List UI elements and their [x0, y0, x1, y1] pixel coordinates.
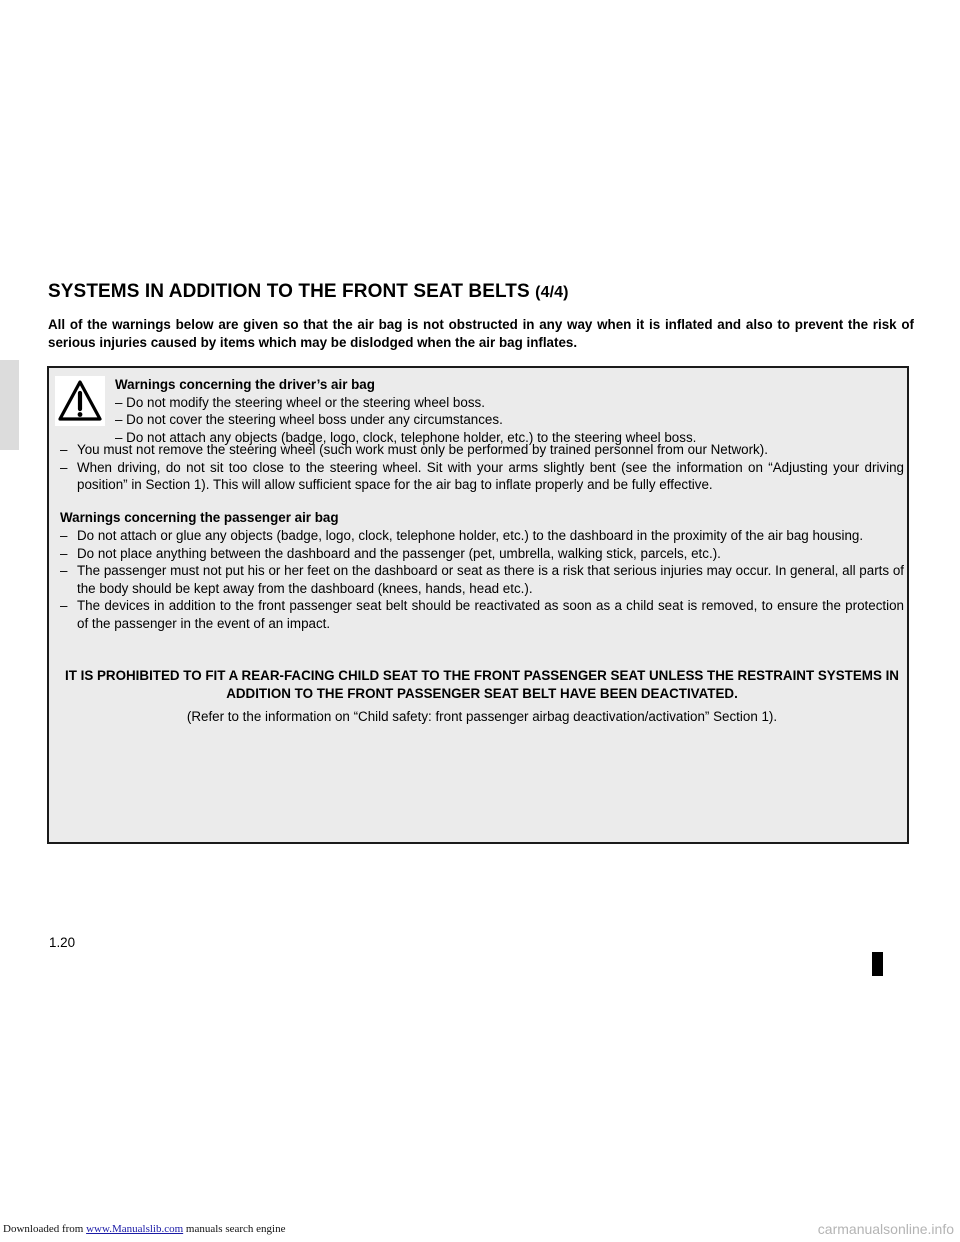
passenger-heading: Warnings concerning the passenger air bag [60, 510, 339, 525]
watermark: carmanualsonline.info [817, 1221, 954, 1237]
title-part: (4/4) [535, 284, 569, 301]
reference-note: (Refer to the information on “Child safety: front passenger airbag deactivation/activation” Section 1). [186, 709, 778, 724]
list-item [60, 527, 904, 545]
list-item [60, 459, 904, 494]
dash-bullet: – [60, 528, 68, 543]
list-item [60, 441, 904, 459]
driver-item: – Do not cover the steering wheel boss under any circumstances. [115, 412, 503, 427]
dash-bullet: – [60, 545, 68, 561]
manualslib-link[interactable]: www.Manualslib.com [86, 1223, 184, 1235]
page-title: SYSTEMS IN ADDITION TO THE FRONT SEAT BELTS (4/4) [48, 281, 569, 302]
dash-bullet: – [60, 442, 68, 457]
passenger-list [60, 527, 904, 632]
page-number: 1.20 [49, 935, 76, 950]
list-item-text: Do not place anything between the dashboard and the passenger (pet, umbrella, walking stick, parcels, etc.). [77, 545, 721, 561]
list-item-text: The passenger must not put his or her feet on the dashboard or seat as there is a risk that serious injuries may occur. In general, all parts of the body should be kept away from the dashboard (knees, hands, head etc.). [77, 563, 904, 596]
driver-airbag-warnings [115, 376, 905, 446]
footer-suffix: manuals search engine [185, 1223, 286, 1235]
page-edge-marker [872, 952, 883, 976]
list-item [60, 597, 904, 632]
dash-bullet: – [60, 563, 68, 578]
list-item-text: The devices in addition to the front passenger seat belt should be reactivated as soon as a child seat is removed, to ensure the protection of the passenger in the event of an impact. [77, 598, 904, 631]
intro-paragraph: All of the warnings below are given so that the air bag is not obstructed in any way when it is inflated and also to prevent the risk of serious injuries caused by items which may be dislodged when the air bag inflates. [48, 317, 914, 350]
section-tab [0, 360, 19, 450]
driver-item: – Do not attach any objects (badge, logo, clock, telephone holder, etc.) to the steering wheel boss. [115, 429, 697, 445]
dash-bullet: – [60, 598, 68, 613]
download-footer [3, 1223, 285, 1235]
list-item [60, 562, 904, 597]
list-item-text: When driving, do not sit too close to the steering wheel. Sit with your arms slightly bent (see the information on “Adjusting your driving position” in Section 1). This will allow sufficient space for the air bag to inflate properly and be fully effective. [77, 459, 904, 492]
list-item-text: You must not remove the steering wheel (such work must only be performed by trained personnel from our Network). [77, 442, 768, 457]
footer-prefix: Downloaded from [3, 1223, 84, 1235]
prohibition-notice: IT IS PROHIBITED TO FIT A REAR-FACING CHILD SEAT TO THE FRONT PASSENGER SEAT UNLESS THE RESTRAINT SYSTEMS IN ADDITION TO THE FRONT PASSENGER SEAT BELT HAVE BEEN DEACTIVATED. [65, 668, 899, 701]
driver-heading: Warnings concerning the driver’s air bag [115, 377, 375, 392]
driver-more-list [60, 441, 904, 494]
warning-triangle-icon [55, 376, 105, 426]
list-item [60, 545, 904, 563]
dash-bullet: – [60, 459, 68, 475]
list-item-text: Do not attach or glue any objects (badge, logo, clock, telephone holder, etc.) to the dashboard in the proximity of the air bag housing. [77, 528, 864, 543]
driver-item: – Do not modify the steering wheel or the steering wheel boss. [115, 394, 485, 410]
